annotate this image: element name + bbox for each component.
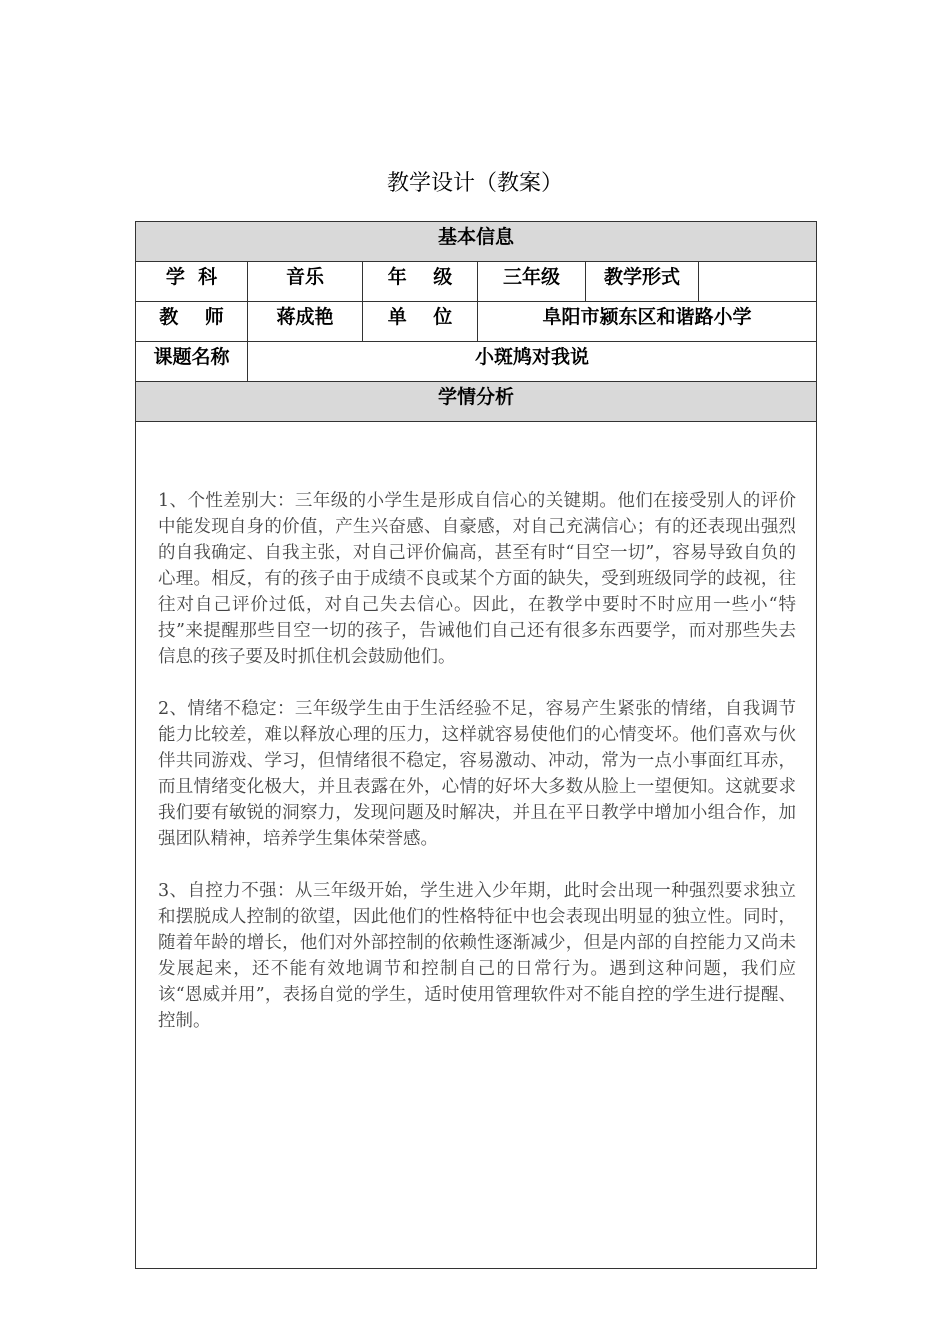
- subject-label: 学 科: [136, 262, 248, 302]
- teaching-form-label: 教学形式: [586, 262, 699, 302]
- teacher-value: 蒋成艳: [248, 302, 363, 342]
- document-title: 教学设计（教案）: [386, 171, 563, 196]
- topic-value: 小斑鸠对我说: [248, 342, 817, 382]
- topic-label: 课题名称: [136, 342, 248, 382]
- grade-label: 年 级: [363, 262, 478, 302]
- analysis-paragraph-3: 3、自控力不强：从三年级开始，学生进入少年期，此时会出现一种强烈要求独立和摆脱成人控制的欲望，因此他们的性格特征中也会表现出明显的独立性。同时，随着年龄的增长，他们对外部控制的依赖性逐渐减少，但是内部的自控能力又尚未发展起来，还不能有效地调节和控制自己的日常行为。遇到这种问题，我们应该“恩威并用”，表扬自觉的学生，适时使用管理软件对不能自控的学生进行提醒、控制。: [158, 881, 797, 1031]
- unit-value: 阜阳市颍东区和谐路小学: [478, 302, 817, 342]
- learner-analysis-content: [136, 422, 817, 1269]
- teacher-label: 教 师: [136, 302, 248, 342]
- section-learner-analysis: 学情分析: [136, 382, 817, 422]
- analysis-paragraph-1: 1、个性差别大：三年级的小学生是形成自信心的关键期。他们在接受别人的评价中能发现自身的价值，产生兴奋感、自豪感，对自己充满信心；有的还表现出强烈的自我确定、自我主张，对自己评价偏高，甚至有时“目空一切”，容易导致自负的心理。相反，有的孩子由于成绩不良或某个方面的缺失，受到班级同学的歧视，往往对自己评价过低，对自己失去信心。因此，在教学中要时不时应用一些小“特技”来提醒那些目空一切的孩子，告诫他们自己还有很多东西要学，而对那些失去信息的孩子要及时抓住机会鼓励他们。: [158, 491, 797, 667]
- grade-value: 三年级: [478, 262, 586, 302]
- teaching-form-value: [699, 262, 817, 302]
- analysis-paragraph-2: 2、情绪不稳定：三年级学生由于生活经验不足，容易产生紧张的情绪，自我调节能力比较差，难以释放心理的压力，这样就容易使他们的心情变坏。他们喜欢与伙伴共同游戏、学习，但情绪很不稳定，容易激动、冲动，常为一点小事面红耳赤，而且情绪变化极大，并且表露在外，心情的好坏大多数从脸上一望便知。这就要求我们要有敏锐的洞察力，发现问题及时解决，并且在平日教学中增加小组合作，加强团队精神，培养学生集体荣誉感。: [158, 699, 797, 849]
- lesson-plan-table: [135, 221, 817, 1269]
- section-basic-info: 基本信息: [136, 222, 817, 262]
- subject-value: 音乐: [248, 262, 363, 302]
- unit-label: 单 位: [363, 302, 478, 342]
